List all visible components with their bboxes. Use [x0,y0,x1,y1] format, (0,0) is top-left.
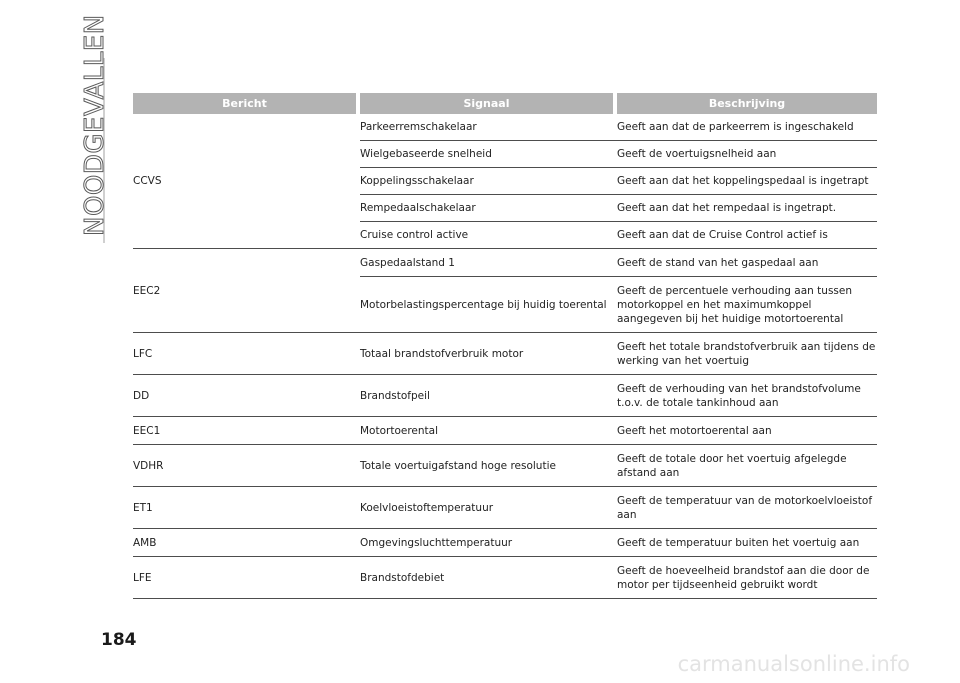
message-cell: EEC2 [133,284,161,297]
message-cell: DD [133,389,150,402]
table-row [360,375,877,416]
message-cell: VDHR [133,459,164,472]
signal-cell: Wielgebaseerde snelheid [360,148,492,160]
signal-cell: Gaspedaalstand 1 [360,256,455,269]
signal-rows [360,557,877,598]
section-title: NOODGEVALLEN [80,14,110,236]
description-cell: Geeft het motortoerental aan [617,424,772,437]
signal-rows [360,375,877,416]
table-row-group [133,487,877,529]
signal-rows [360,417,877,444]
table-row [360,487,877,528]
signal-cell: Brandstofpeil [360,389,430,402]
header-signaal: Signaal [360,93,613,114]
table-row-group [133,445,877,487]
message-cell: LFC [133,347,153,360]
signal-rows [360,445,877,486]
table-row-group [133,417,877,445]
signal-cell: Rempedaalschakelaar [360,202,476,214]
signal-cell: Koppelingsschakelaar [360,175,474,187]
table-row-group [133,529,877,557]
description-cell: Geeft de temperatuur buiten het voertuig aan [617,536,860,549]
signal-cell: Parkeerremschakelaar [360,121,477,133]
table-row-group [133,375,877,417]
description-cell: Geeft aan dat de Cruise Control actief is [617,229,828,241]
message-cell: EEC1 [133,424,161,437]
signal-rows [360,487,877,528]
table-row [360,114,877,141]
description-cell: Geeft de voertuigsnelheid aan [617,148,777,160]
signal-cell: Cruise control active [360,229,469,241]
signal-rows [360,529,877,556]
description-cell: Geeft de temperatuur van de motorkoelvloeistof aan [617,494,873,521]
table-row [360,417,877,444]
table-row [360,195,877,222]
table-header [133,93,877,114]
message-cell: ET1 [133,501,153,514]
description-cell: Geeft de verhouding van het brandstofvolume t.o.v. de totale tankinhoud aan [617,382,861,409]
signal-cell: Omgevingsluchttemperatuur [360,536,513,549]
table-row-group [133,249,877,333]
message-cell: CCVS [133,175,162,187]
message-cell: AMB [133,536,157,549]
table-row-group [133,333,877,375]
signal-cell: Koelvloeistoftemperatuur [360,501,494,514]
header-bericht: Bericht [133,93,356,114]
watermark: carmanualsonline.info [677,652,910,676]
signal-cell: Brandstofdebiet [360,571,445,584]
signal-rows [360,249,877,332]
signal-rows [360,333,877,374]
description-cell: Geeft aan dat het rempedaal is ingetrapt. [617,202,837,214]
table-row-group [133,557,877,599]
message-cell: LFE [133,571,152,584]
description-cell: Geeft de totale door het voertuig afgelegde afstand aan [617,452,847,479]
description-cell: Geeft aan dat het koppelingspedaal is ingetrapt [617,175,869,187]
header-beschrijving: Beschrijving [617,93,877,114]
signal-cell: Totaal brandstofverbruik motor [360,347,524,360]
table-row-group [133,114,877,249]
description-cell: Geeft de percentuele verhouding aan tussen motorkoppel en het maximumkoppel aangegeven bij het huidige motortoerental [617,284,852,325]
signal-rows [360,114,877,248]
table-row [360,557,877,598]
signal-cell: Motorbelastingspercentage bij huidig toerental [360,298,607,311]
table-row [360,141,877,168]
table-body [133,114,877,599]
message-signal-table [133,93,877,599]
page-number: 184 [101,630,137,650]
table-row [360,277,877,332]
table-row [360,168,877,195]
description-cell: Geeft de stand van het gaspedaal aan [617,256,819,269]
table-row [360,222,877,248]
table-row [360,333,877,374]
table-row [360,249,877,277]
table-row [360,529,877,556]
description-cell: Geeft het totale brandstofverbruik aan tijdens de werking van het voertuig [617,340,876,367]
table-row [360,445,877,486]
signal-cell: Totale voertuigafstand hoge resolutie [360,459,556,472]
description-cell: Geeft aan dat de parkeerrem is ingeschakeld [617,121,854,133]
signal-cell: Motortoerental [360,424,439,437]
description-cell: Geeft de hoeveelheid brandstof aan die door de motor per tijdseenheid gebruikt wordt [617,564,870,591]
